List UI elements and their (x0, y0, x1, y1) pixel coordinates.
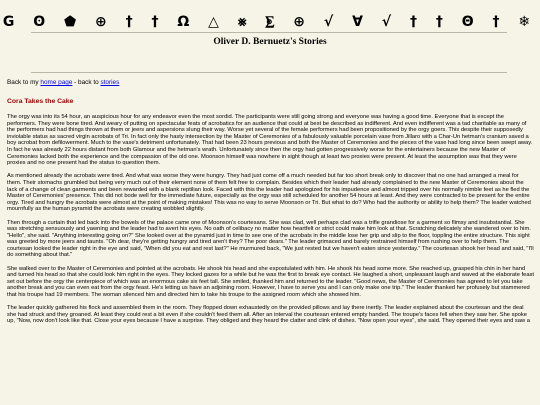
glyph-banner-text: G ʘ ⬟ ⊕ † † Ω △ ⨳ ⨊ ⊕ √ Ɐ √ † † Θ † ❄ (2, 14, 538, 30)
story-body (7, 114, 534, 332)
story-paragraph-1: The orgy was into its 54 hour, an auspicious hour for any endeavor even the most sordid. The participants were still going strong and everyone was having a good time. Everyone that is except the performers. They were bone tired. And weary of putting on spectacular feats of acrobatics for an audience that could at best be described as indifferent. And even indifferent was a tad charitable as many of the performers had had things thrown at them or jeers and aspersions slung their way. Worse yet several of the female performers had been propositioned by the orgy goers. This despite their supposedly inviolable status as sacred virgin acrobats of Tri. In fact only the hasty intersection by the Master of Ceremonies of a fabulously valuable porcelain vase from Jillaro with a Char-Un hetman's cranium saved a boy acrobat from defilowerment. Much to the vase's detriment unfortunately. That had been 23 hours previous and both the Master of Ceremonies and the pieces of the vase had long since been swept away. In fact he was already 22 hours distant from both Glamour and the hetman's wrath. Unfortunately since then the orgy had gotten progressively worse for the entertainers because the new Master of Ceremonies lacked both the experience and the compassion of the old one. Moonson himself was nowhere in sight though at least two proxies were present. At least the assumption was that they were proxies and no one present had the status to question them. (7, 114, 533, 167)
site-title: Oliver D. Bernuetz's Stories (213, 37, 327, 47)
story-paragraph-2: As mentioned already the acrobats were tired. And what was worse they were hungry. They had just come off a much needed but far too short break only to discover that no one had arranged a meal for them. Their stomachs grumbled but being very much out of their element none of them felt free to complain. Besides which their leader had already complained to the new Master of Ceremonies about the lack of a change of clean garments and been rewarded with a blank reptilian look. Faced with this the leader had apologized for his impudence and almost tripped over his normally nimble feet as he fled the Master of Ceremonies' presence. This did not bode well for the immediate future, especially as the orgy was still scheduled for another 54 hours at least. And they were contracted to be present for the entire orgy. Tired and hungry the acrobats were almost at the point of making mistakes! This was no way to serve Moonson or Tri. But what to do? Who had the authority or ability to help them? The leader watched mournfully as the human pyramid the acrobats were creating wobbled slightly. (7, 173, 531, 213)
home-page-link[interactable]: home page (40, 79, 73, 86)
title-divider (31, 72, 507, 73)
stories-link[interactable]: stories (100, 79, 120, 86)
story-paragraph-3: Then through a curtain that led back into the bowels of the palace came one of Moonson's courtesans. She was clad, well perhaps clad was a trifle grandiose for a garment so flimsy and insubstantial. She was stretching sensuously and yawning and the leader had to avert his eyes. No oath of celibacy no matter how heartfelt or strict could make him look at that. Scratching delicately she wandered over to him. "Hello", she said. "Anything interesting going on?" She looked over at the pyramid just in time to see one of the acrobats in the middle lose her grip and slip to the floor, toppling the entire structure. This sight was greeted by more jeers and taunts. "Oh dear, they're getting hungry and tired aren't they? The poor dears." The leader grimaced and barely restrained himself from rushing over to help them. The courtesan looked the leader right in the eye and said, "When did you eat and rest last?" He murmured back, "We just rested but we haven't eaten since yesterday." The courtesan shook her head and said, "I'll do something about that." (7, 219, 534, 259)
top-divider (31, 32, 507, 33)
breadcrumb (7, 79, 119, 86)
story-title: Cora Takes the Cake (7, 98, 74, 105)
nav-prefix: Back to my (7, 79, 39, 86)
nav-separator: - back to (74, 79, 99, 86)
story-paragraph-5: The leader quickly gathered his flock and assembled them in the room. They flopped down exhaustedly on the provided pillows and lay there inertly. The leader explained about the courtesan and the deal she had struck and they groaned. At least they could rest a bit even if she couldn't feed them all. After an interval the courtesan entered empty handed. The troupe's faces fell when they saw her. She spoke up, "Now, now don't look like that. Close your eyes because I have a surprise. They obliged and they heard the clatter and clink of dishes. "Now open your eyes", she said. They opened their eyes and saw a (7, 305, 530, 325)
story-paragraph-4: She walked over to the Master of Ceremonies and pointed at the acrobats. He shook his head and she expostulated with him. He shook his head some more. She reached up, grasped his chin in her hand and turned his head so that she could look him right in the eyes. They locked gazes for a while but he was the first to break eye contact. He laughed a short, unpleasant laugh and waved at the elaborate feast set out before the orgy the centerpiece of which was an enormous cake six feet tall. She smiled, thanked him and returned to the leader. "Good news, the Master of Ceremonies has agreed to let you take another break and you can even eat from the orgy feast. He's letting us have an adjoining room. However, I have to serve you and I can only make one trip." The leader thanked her profusely but stammered that his troupe had 19 members. The woman silenced him and directed him to take his troupe to the assigned room which she showed him. (7, 265, 534, 299)
